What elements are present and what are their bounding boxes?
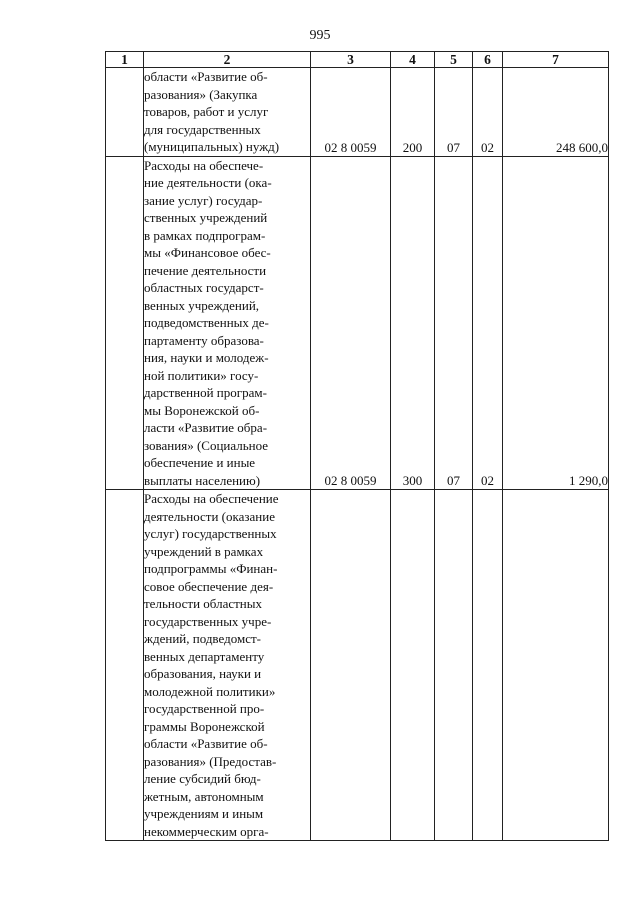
description-line: учреждениям и иным <box>144 806 264 821</box>
column-header-7: 7 <box>503 52 609 68</box>
subsection-cell <box>473 490 503 841</box>
row-index-cell <box>106 156 144 490</box>
description-line: (муниципальных) нужд) <box>144 139 280 154</box>
description-line: подведомственных де- <box>144 315 269 330</box>
column-header-5: 5 <box>435 52 473 68</box>
description-line: государственных учре- <box>144 613 272 629</box>
budget-table <box>105 51 609 841</box>
description-line: тельности областных <box>144 596 262 611</box>
description-cell <box>144 68 311 157</box>
table-row <box>106 156 609 490</box>
section-cell: 07 <box>435 68 473 157</box>
description-cell <box>144 156 311 490</box>
description-line: для государственных <box>144 121 261 137</box>
description-line: ной политики» госу- <box>144 367 259 383</box>
page-number: 995 <box>309 28 331 43</box>
description-line: Расходы на обеспечение <box>144 491 279 506</box>
description-line: ния, науки и молодеж- <box>144 350 269 365</box>
description-line: мы «Финансовое обес- <box>144 245 271 260</box>
description-line: жетным, автономным <box>144 788 264 804</box>
description-line: государственной про- <box>144 701 265 716</box>
description-line: печение деятельности <box>144 262 267 278</box>
subsection-cell: 02 <box>473 68 503 157</box>
code-cell <box>311 490 391 841</box>
description-line: разования» (Закупка <box>144 86 258 102</box>
column-header-1: 1 <box>106 52 144 68</box>
description-line: товаров, работ и услуг <box>144 104 269 119</box>
description-line: разования» (Предостав- <box>144 753 277 769</box>
expense-type-cell: 300 <box>391 156 435 490</box>
column-header-4: 4 <box>391 52 435 68</box>
table-row <box>106 490 609 841</box>
section-cell <box>435 490 473 841</box>
column-header-6: 6 <box>473 52 503 68</box>
description-line: дарственной програм- <box>144 385 267 400</box>
header-row <box>106 52 609 68</box>
amount-cell: 1 290,0 <box>503 156 609 490</box>
description-line: выплаты населению) <box>144 472 261 488</box>
description-line: области «Развитие об- <box>144 69 268 84</box>
expense-type-cell: 200 <box>391 68 435 157</box>
description-line: деятельности (оказание <box>144 508 275 524</box>
column-header-3: 3 <box>311 52 391 68</box>
description-line: мы Воронежской об- <box>144 402 260 418</box>
description-line: услуг) государственных <box>144 526 277 541</box>
description-line: граммы Воронежской <box>144 718 265 734</box>
description-line: некоммерческим орга- <box>144 823 269 839</box>
table-row <box>106 68 609 157</box>
description-line: ние деятельности (ока- <box>144 175 272 190</box>
expense-type-cell <box>391 490 435 841</box>
code-cell: 02 8 0059 <box>311 156 391 490</box>
amount-cell <box>503 490 609 841</box>
description-line: партаменту образова- <box>144 332 264 348</box>
description-line: венных учреждений, <box>144 297 260 313</box>
description-line: зования» (Социальное <box>144 437 269 453</box>
description-line: ждений, подведомст- <box>144 631 261 646</box>
description-line: зание услуг) государ- <box>144 192 263 208</box>
description-line: ственных учреждений <box>144 210 268 225</box>
subsection-cell: 02 <box>473 156 503 490</box>
description-line: ласти «Развитие обра- <box>144 420 268 435</box>
description-line: венных департаменту <box>144 648 265 664</box>
description-line: Расходы на обеспече- <box>144 157 264 173</box>
description-line: области «Развитие об- <box>144 736 268 751</box>
description-line: подпрограммы «Финан- <box>144 561 278 576</box>
description-line: в рамках подпрограм- <box>144 227 266 243</box>
description-line: учреждений в рамках <box>144 543 264 559</box>
description-line: образования, науки и <box>144 666 262 681</box>
row-index-cell <box>106 490 144 841</box>
description-line: молодежной политики» <box>144 683 276 699</box>
description-line: обеспечение и иные <box>144 455 256 470</box>
amount-cell: 248 600,0 <box>503 68 609 157</box>
description-line: совое обеспечение дея- <box>144 578 274 594</box>
description-line: областных государст- <box>144 280 264 295</box>
row-index-cell <box>106 68 144 157</box>
description-line: ление субсидий бюд- <box>144 771 261 786</box>
section-cell: 07 <box>435 156 473 490</box>
code-cell: 02 8 0059 <box>311 68 391 157</box>
description-cell <box>144 490 311 841</box>
column-header-2: 2 <box>144 52 311 68</box>
